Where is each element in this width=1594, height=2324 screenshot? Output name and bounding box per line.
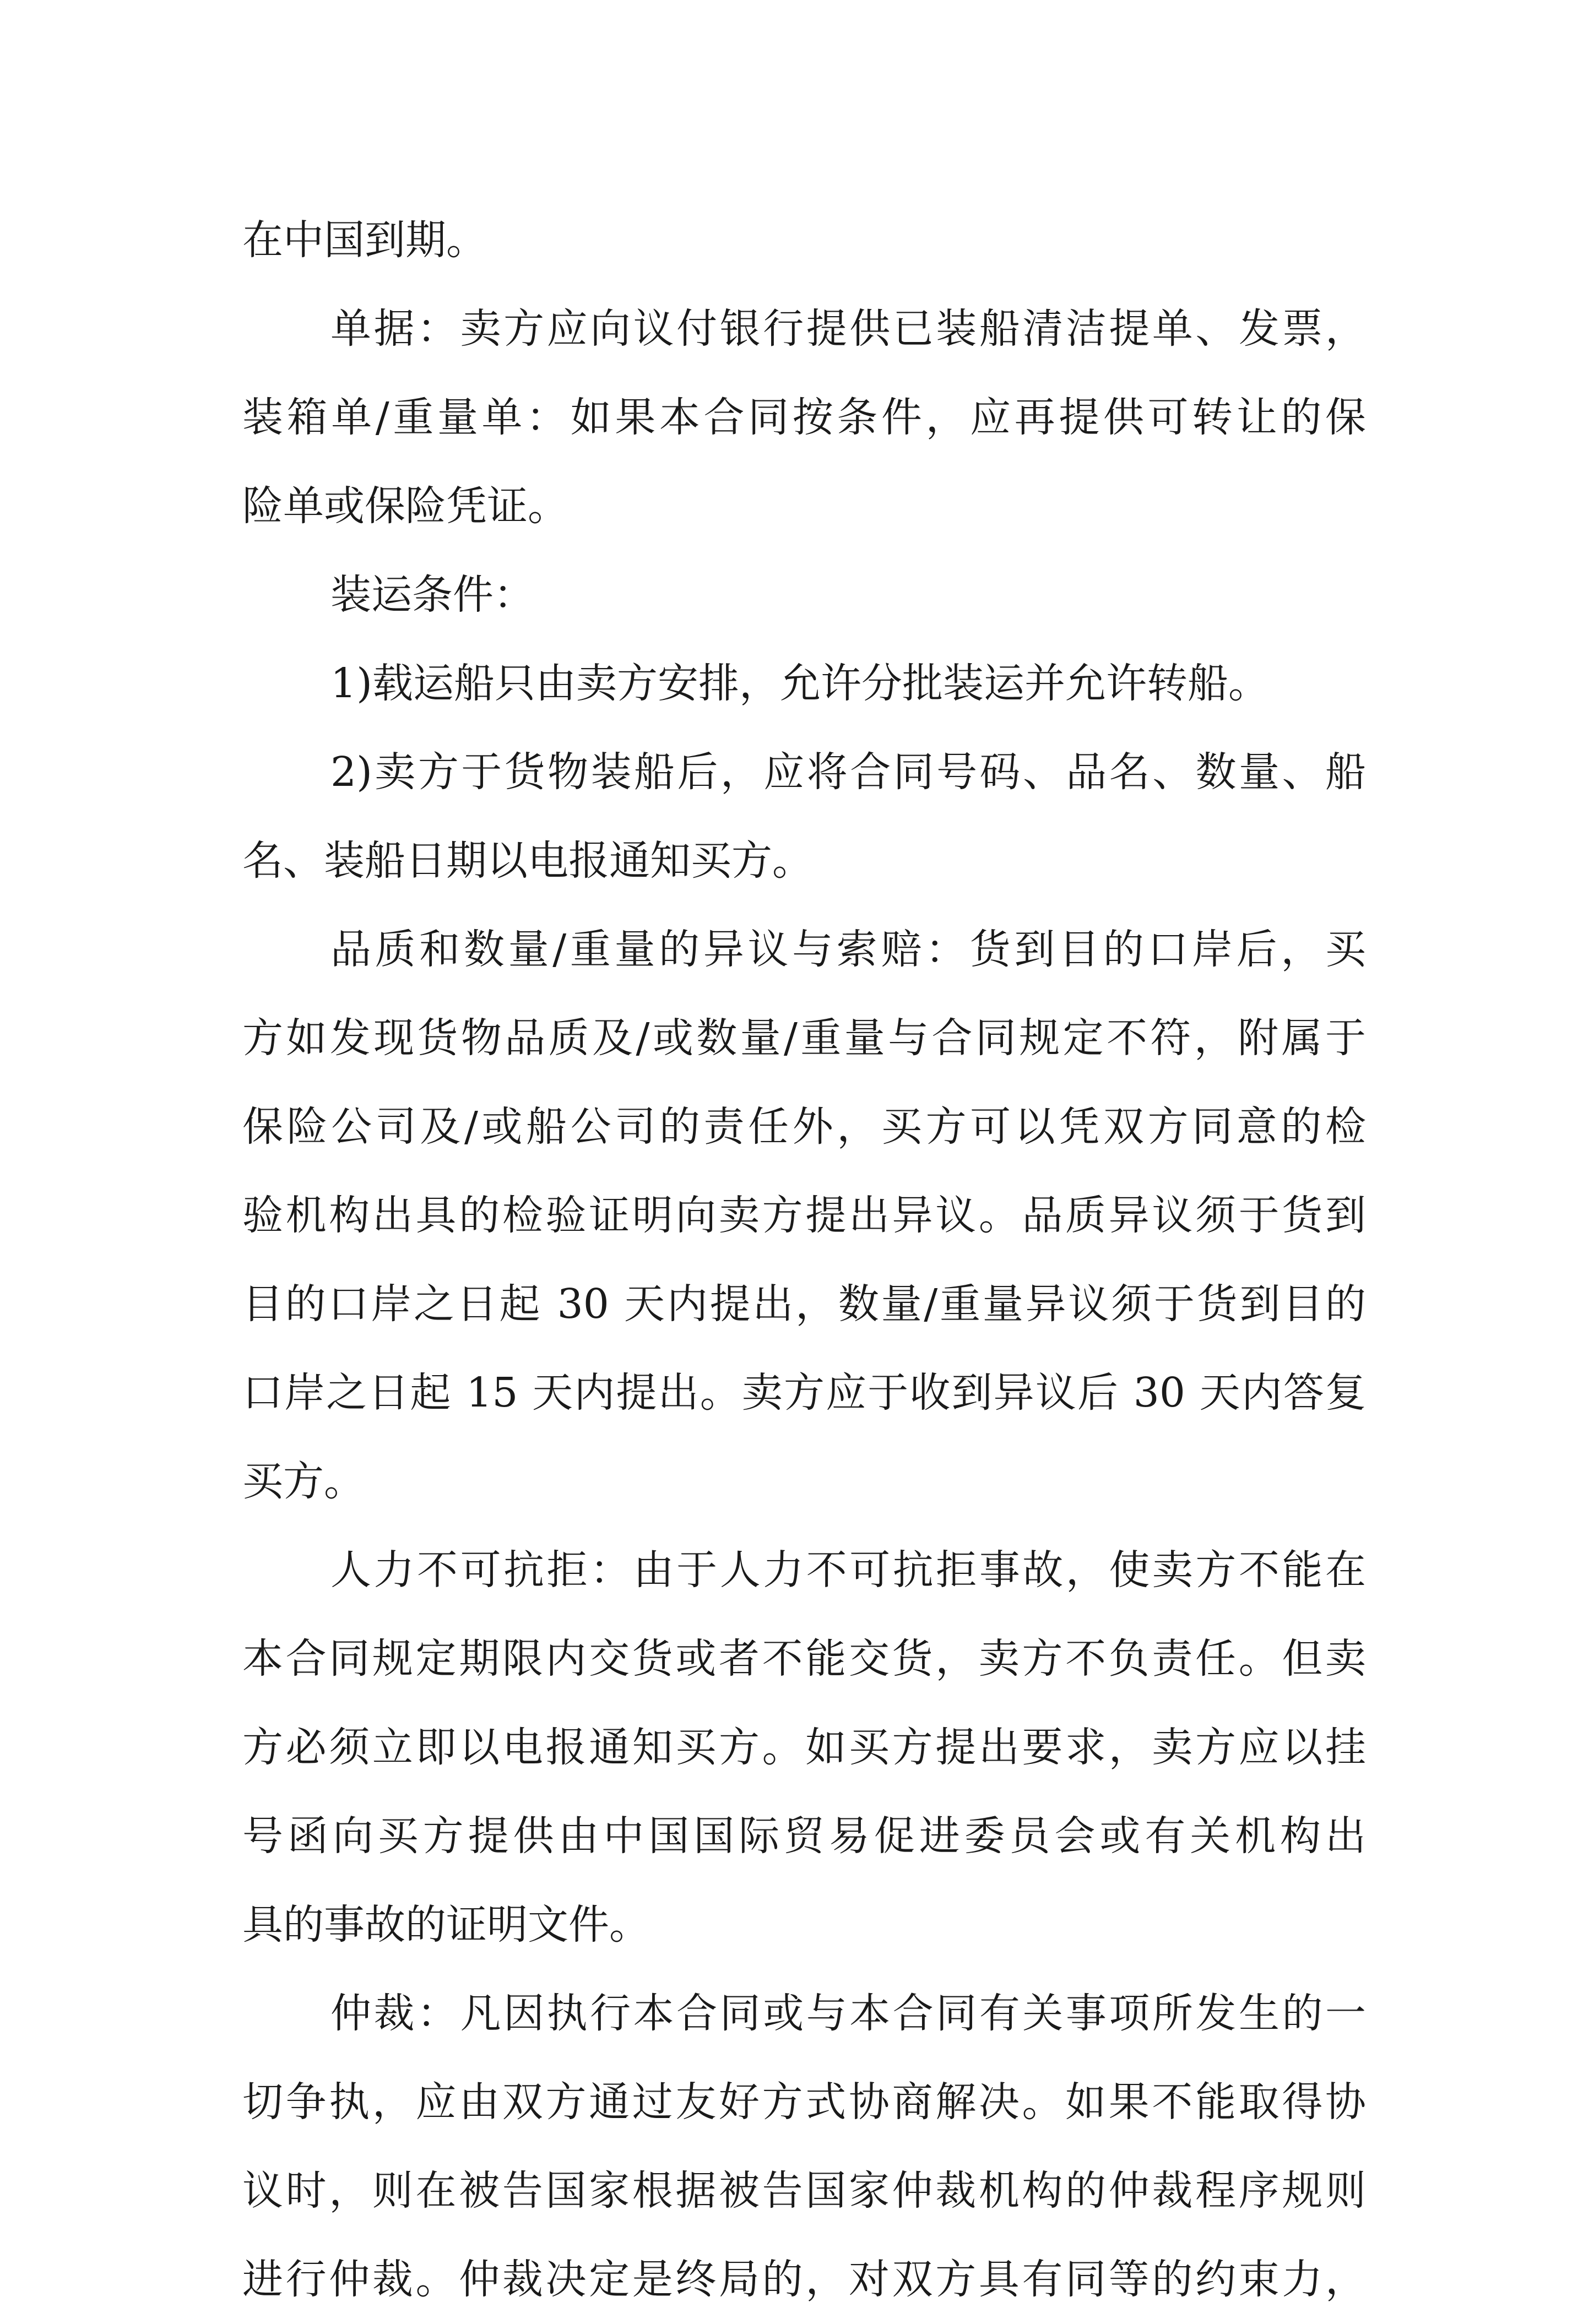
text-line: 口岸之日起 15 天内提出。卖方应于收到异议后 30 天内答复 xyxy=(242,1369,1366,1416)
text-line: 名、装船日期以电报通知买方。 xyxy=(242,837,813,884)
text-line: 方必须立即以电报通知买方。如买方提出要求，卖方应以挂 xyxy=(242,1724,1366,1771)
text-line: 装运条件： xyxy=(330,571,534,618)
text-line: 仲裁：凡因执行本合同或与本合同有关事项所发生的一 xyxy=(330,1990,1366,2037)
text-line: 进行仲裁。仲裁决定是终局的，对双方具有同等的约束力， xyxy=(242,2256,1366,2303)
text-line: 保险公司及/或船公司的责任外，买方可以凭双方同意的检 xyxy=(242,1103,1366,1150)
text-line: 买方。 xyxy=(242,1458,365,1505)
text-line: 人力不可抗拒：由于人力不可抗拒事故，使卖方不能在 xyxy=(330,1546,1366,1594)
text-line: 本合同规定期限内交货或者不能交货，卖方不负责任。但卖 xyxy=(242,1635,1366,1682)
text-line: 装箱单/重量单：如果本合同按条件，应再提供可转让的保 xyxy=(242,394,1366,441)
text-line: 2)卖方于货物装船后，应将合同号码、品名、数量、船 xyxy=(330,748,1366,796)
text-line: 1)载运船只由卖方安排，允许分批装运并允许转船。 xyxy=(330,660,1269,707)
text-line: 验机构出具的检验证明向卖方提出异议。品质异议须于货到 xyxy=(242,1192,1366,1239)
text-line: 号函向买方提供由中国国际贸易促进委员会或有关机构出 xyxy=(242,1812,1366,1860)
text-line: 品质和数量/重量的异议与索赔：货到目的口岸后，买 xyxy=(330,926,1366,973)
text-line: 具的事故的证明文件。 xyxy=(242,1901,650,1948)
text-line: 切争执，应由双方通过友好方式协商解决。如果不能取得协 xyxy=(242,2078,1366,2126)
text-line: 在中国到期。 xyxy=(242,216,487,264)
text-line: 单据：卖方应向议付银行提供已装船清洁提单、发票， xyxy=(330,305,1366,352)
text-line: 险单或保险凭证。 xyxy=(242,482,568,530)
document-body xyxy=(242,196,1366,2324)
text-line: 议时，则在被告国家根据被告国家仲裁机构的仲裁程序规则 xyxy=(242,2167,1366,2214)
text-line: 方如发现货物品质及/或数量/重量与合同规定不符，附属于 xyxy=(242,1014,1366,1062)
text-line: 目的口岸之日起 30 天内提出，数量/重量异议须于货到目的 xyxy=(242,1280,1366,1328)
